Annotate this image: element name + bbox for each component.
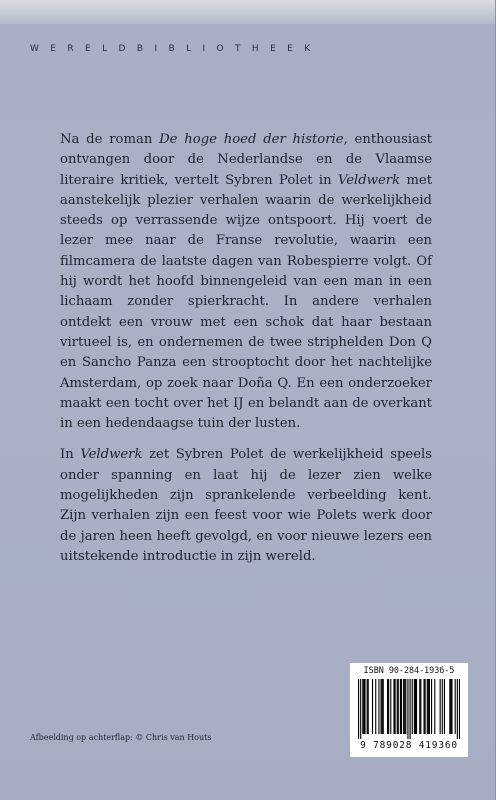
barcode-bar	[415, 679, 416, 734]
barcode-bar	[407, 679, 408, 739]
text-run: met aanstekelijk plezier verhalen waarin de werkelijkheid steeds op verrassende wijze ontspoort. Hij voert de lezer mee naar de Franse revolutie, waarin een filmcamera de laatste dagen van Robespierre volgt. Of hij wordt het hoofd binnengeleid van een man in een lichaam zonder spierkracht. In andere verhalen ontdekt een vrouw met een schok dat haar bestaan virtueel is, en ondernemen de twee striphelden Don Q en Sancho Panza een strooptocht door het nachtelijke Amsterdam, op zoek naar Doña Q. En een onderzoeker maakt een tocht over het IJ en belandt aan de overkant in een hedendaagse tuin der lusten.	[60, 172, 432, 432]
barcode-digits: 9 789028 419360	[360, 740, 458, 751]
barcode-bar	[410, 679, 411, 739]
barcode-bar	[459, 679, 460, 739]
barcode-bar	[383, 679, 384, 734]
barcode-bar	[434, 679, 435, 734]
barcode-bar	[393, 679, 394, 734]
barcode-bar	[372, 679, 373, 734]
barcode-bar	[419, 679, 420, 734]
barcode-bar	[397, 679, 398, 734]
italic-title: Veldwerk	[337, 172, 401, 188]
barcode-bar	[412, 679, 413, 734]
barcode-bar	[395, 679, 396, 734]
barcode-bar	[400, 679, 401, 734]
text-run: , enthousiast ontvangen door de Nederlandse en de Vlaamse literaire kritiek, vertelt Sybren Polet in	[60, 132, 432, 188]
barcode-bar	[451, 679, 452, 734]
barcode-bar	[427, 679, 428, 734]
barcode-bar	[457, 679, 458, 739]
text-run: In	[60, 447, 81, 463]
text-run: zet Sybren Polet de werkelijkheid speels onder spanning en laat hij de lezer zien welke mogelijkheden zijn sprankelende verbeelding kent. Zijn verhalen zijn een feest voor wie Polets werk door de jaren heen heeft gevolgd, en voor nieuwe lezers een uitstekende introductie in zijn wereld.	[60, 447, 432, 564]
barcode-bar	[455, 679, 456, 734]
blurb-text	[60, 130, 432, 578]
barcode-bar	[388, 679, 389, 734]
blurb-paragraph-1	[60, 130, 432, 434]
barcode-bar	[398, 679, 399, 734]
barcode-bar	[381, 679, 382, 734]
barcode-bar	[375, 679, 376, 734]
barcode-bar	[382, 679, 383, 734]
barcode-bar	[420, 679, 421, 734]
barcode-bar	[368, 679, 369, 734]
barcode-bar	[387, 679, 388, 734]
barcode-bar	[423, 679, 424, 734]
barcode-bar	[429, 679, 430, 734]
barcode-bar	[367, 679, 368, 734]
text-run: Na de roman	[60, 132, 160, 147]
barcode-bar	[431, 679, 432, 734]
barcode-bar	[390, 679, 391, 734]
barcode-bar	[403, 679, 404, 734]
barcode-bar	[405, 679, 406, 734]
barcode-image	[358, 679, 460, 739]
barcode-bar	[449, 679, 450, 734]
isbn-number: ISBN 90-284-1936-5	[363, 665, 455, 675]
barcode-bar	[416, 679, 417, 734]
blurb-paragraph-2	[60, 445, 432, 567]
barcode-bar	[358, 679, 359, 739]
italic-title: De hoge hoed der historie	[159, 132, 344, 147]
series-title: WERELDBIBLIOTHEEK	[30, 44, 322, 54]
barcode-bar	[378, 679, 379, 734]
top-band	[0, 0, 496, 24]
barcode-bar	[360, 679, 361, 739]
italic-title: Veldwerk	[80, 447, 143, 463]
barcode-bar	[414, 679, 415, 734]
barcode-bar	[364, 679, 365, 734]
barcode-bar	[428, 679, 429, 734]
barcode-bar	[401, 679, 402, 734]
image-credit: Afbeelding op achterflap: © Chris van Houts	[30, 733, 212, 742]
barcode-bar	[442, 679, 443, 734]
barcode-bar	[444, 679, 445, 734]
barcode-bar	[425, 679, 426, 734]
barcode-label	[350, 663, 468, 757]
barcode-bar	[450, 679, 451, 734]
barcode-bar	[362, 679, 363, 734]
barcode-bar	[404, 679, 405, 734]
barcode-bar	[440, 679, 441, 734]
barcode-bar	[363, 679, 364, 734]
